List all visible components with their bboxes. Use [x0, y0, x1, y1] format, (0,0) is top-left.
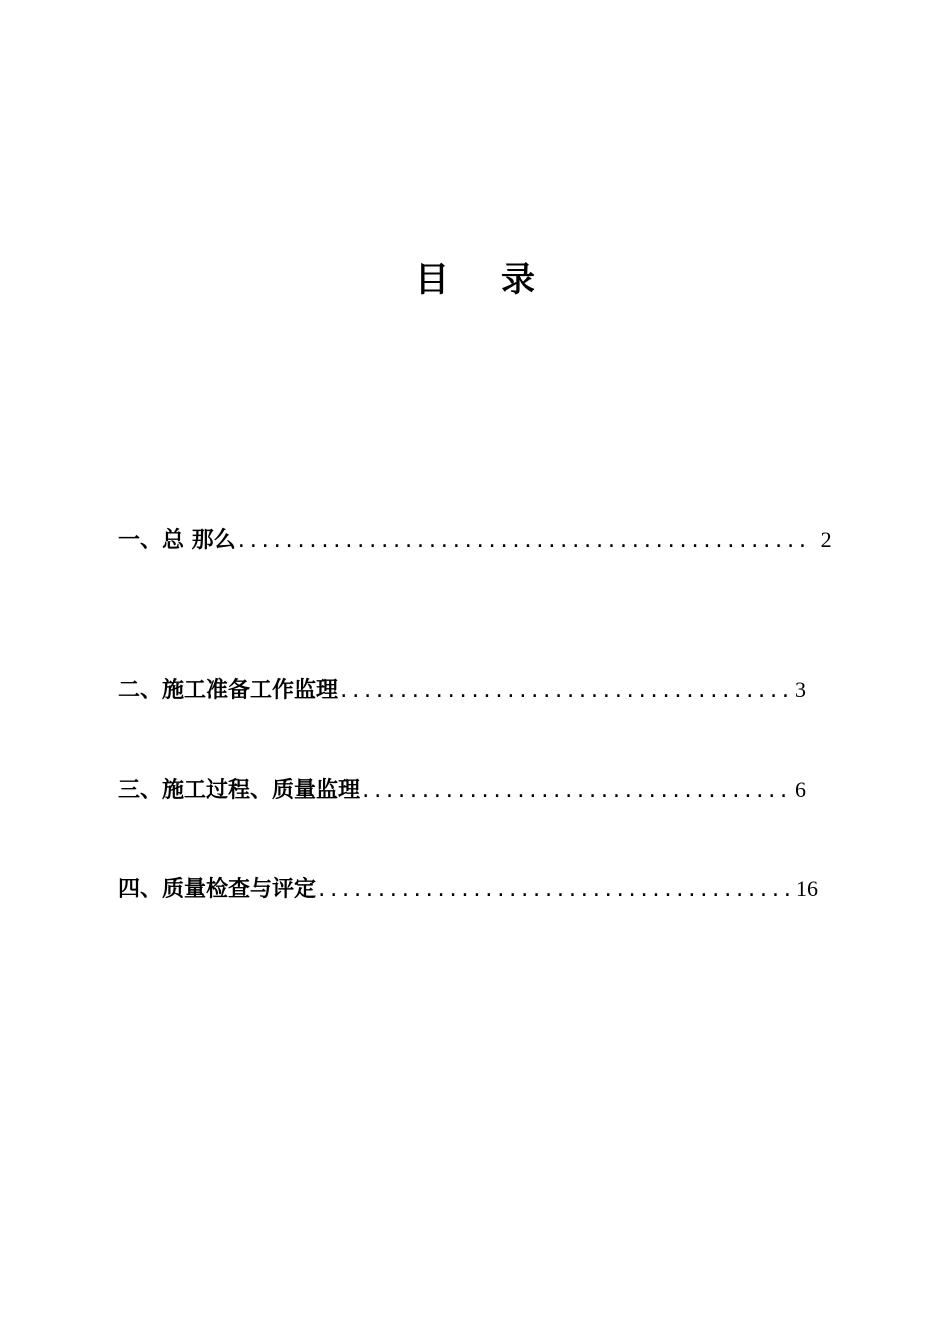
toc-entry-process-quality[interactable]	[118, 774, 808, 806]
toc-entry-label: 四、质量检查与评定	[118, 876, 317, 902]
toc-entry-label: 二、施工准备工作监理	[118, 677, 339, 703]
toc-dot-leader: ................................................	[235, 530, 809, 552]
toc-title-char-2: 录	[501, 260, 535, 300]
toc-entry-inspection[interactable]	[118, 873, 820, 905]
toc-entry-page-number: 2	[820, 527, 832, 552]
toc-dot-leader: ........................................	[316, 879, 794, 901]
toc-dot-leader: ....................................	[360, 780, 790, 802]
toc-dot-leader: ......................................	[338, 680, 792, 702]
toc-entry-page-number: 6	[795, 777, 807, 802]
toc-entry-label: 三、施工过程、质量监理	[118, 777, 361, 803]
toc-entry-preparation[interactable]	[118, 674, 808, 706]
toc-entry-page-number: 16	[796, 876, 819, 901]
toc-title	[0, 258, 950, 302]
toc-entry-label: 一、总 那么	[118, 527, 236, 553]
toc-entry-general[interactable]	[118, 524, 834, 556]
toc-title-char-1: 目	[415, 260, 449, 300]
toc-entry-page-number: 3	[795, 677, 807, 702]
